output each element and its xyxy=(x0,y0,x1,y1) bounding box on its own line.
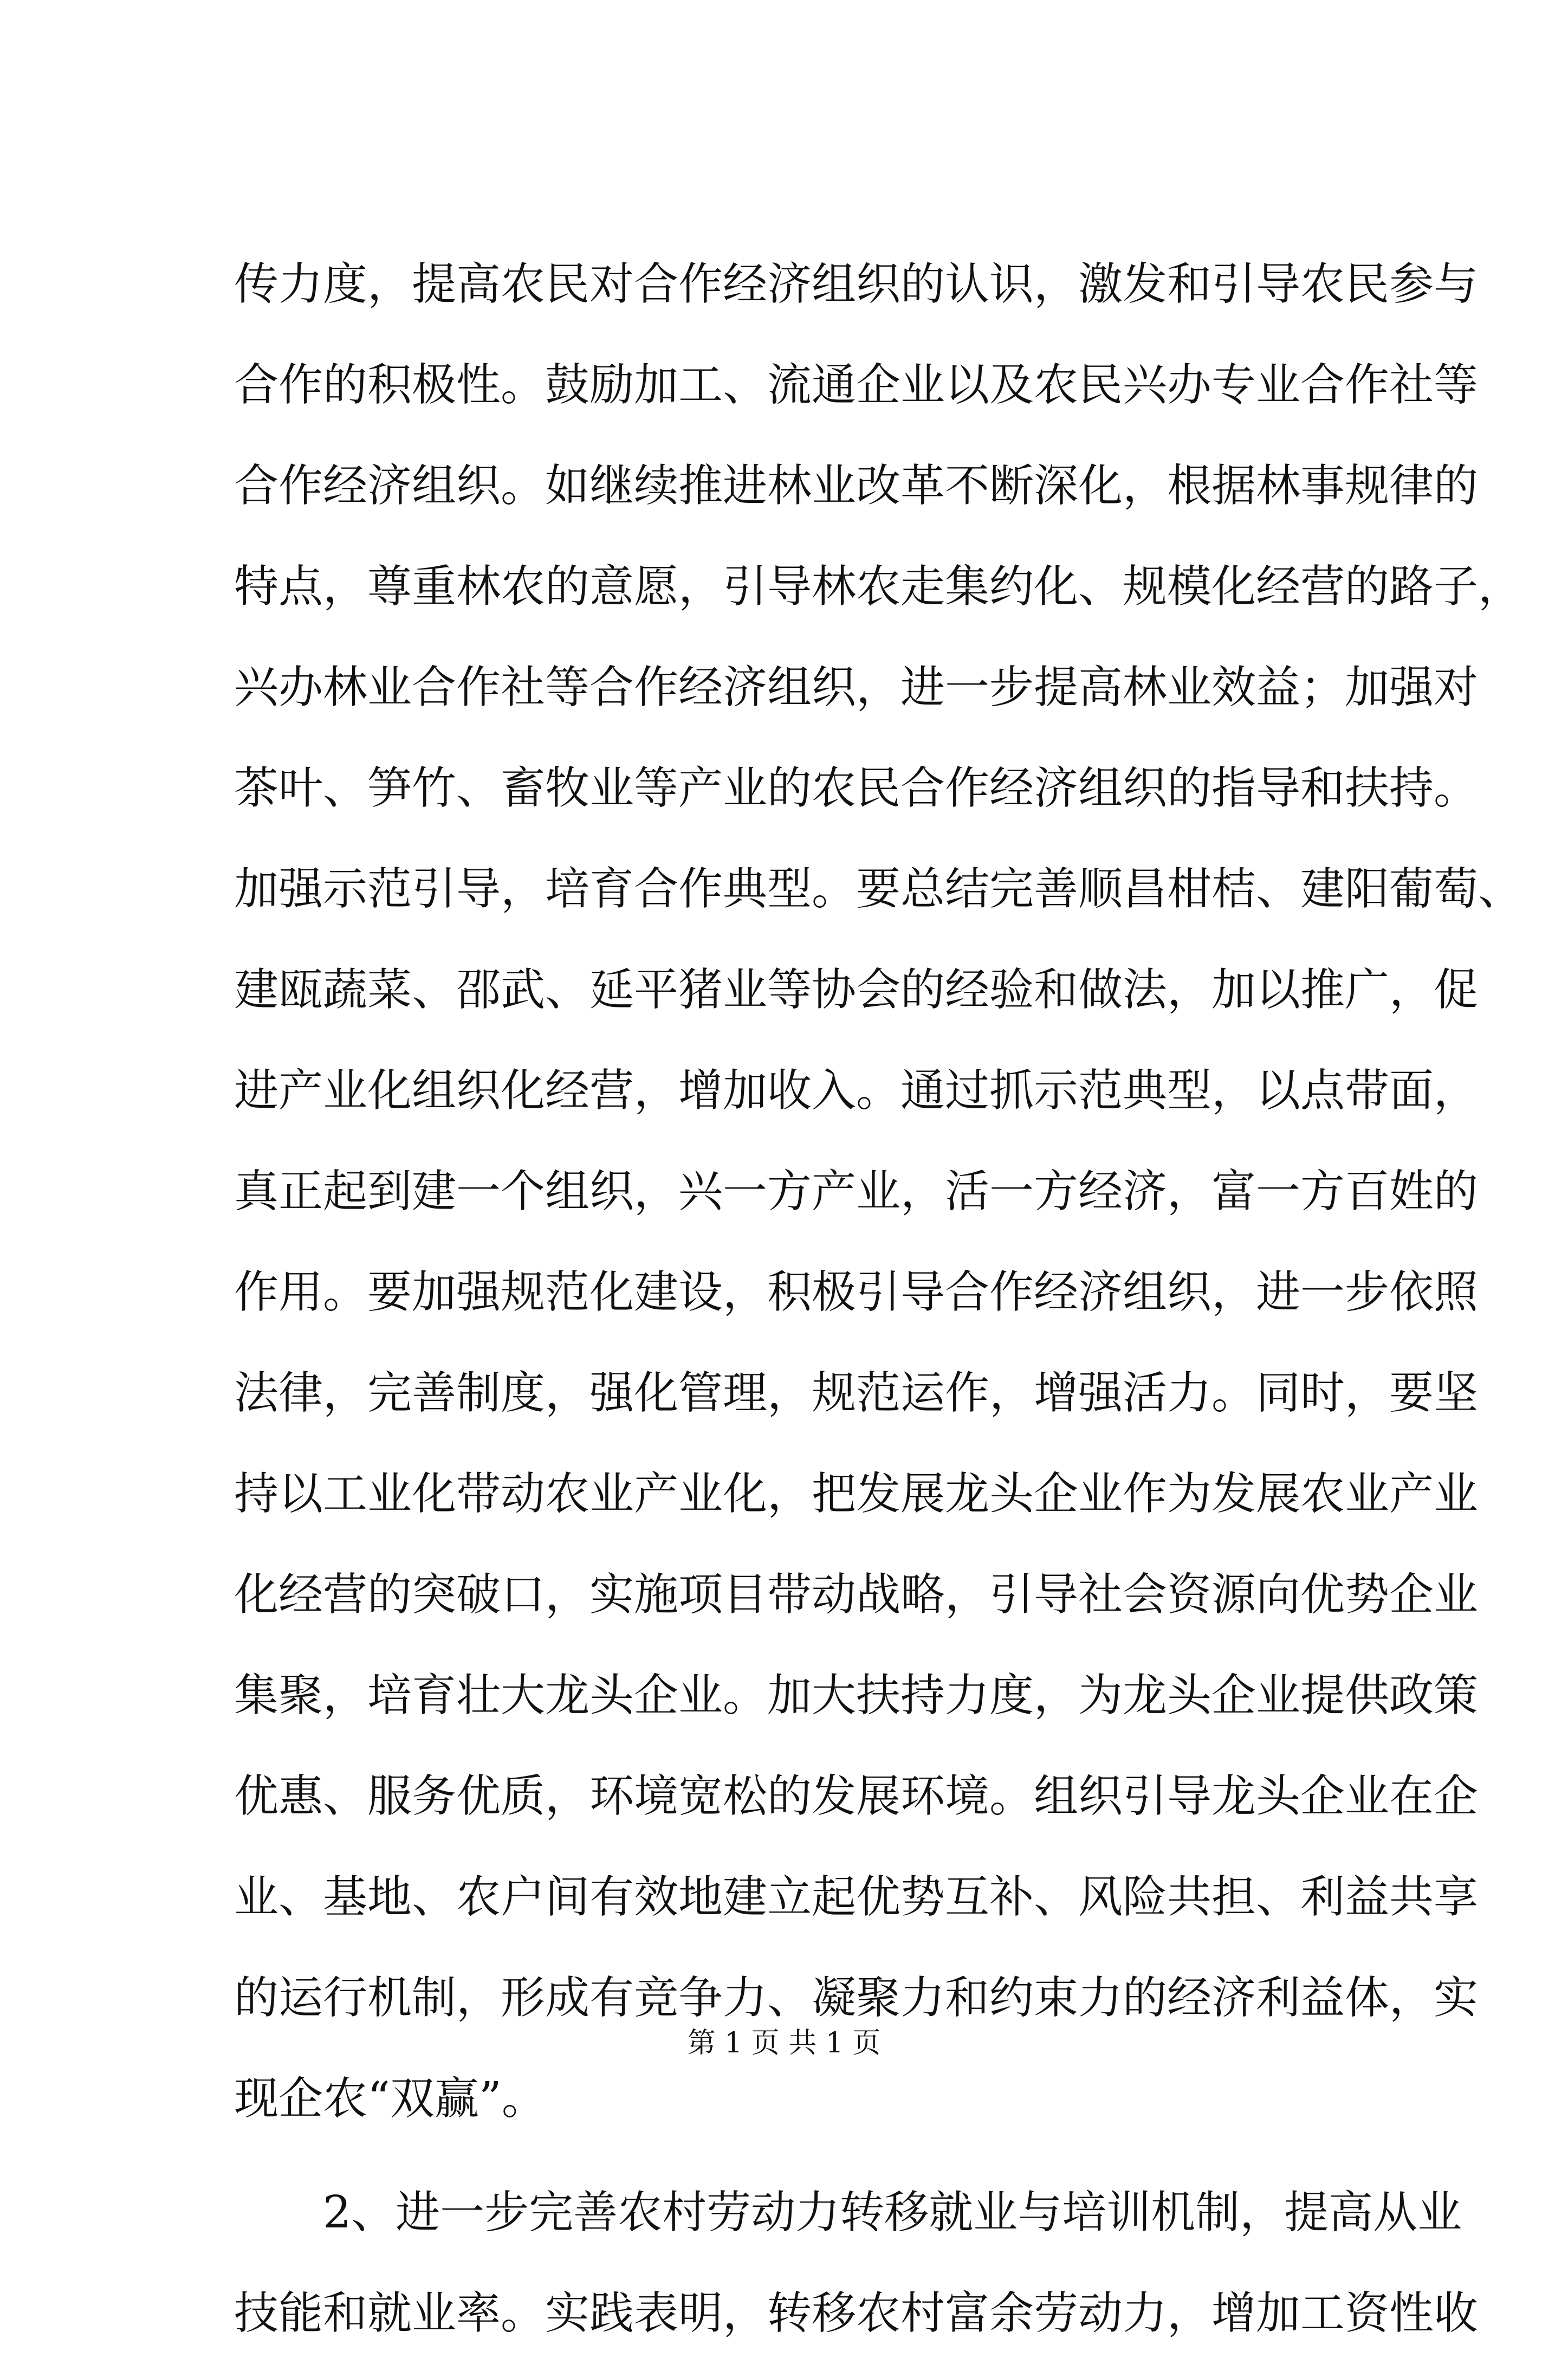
text-line: 的运行机制，形成有竞争力、凝聚力和约束力的经济利益体，实 xyxy=(234,1972,1479,2024)
paragraph-spacer xyxy=(234,2149,1362,2162)
text-line: 作用。要加强规范化建设，积极引导合作经济组织，进一步依照 xyxy=(234,1267,1479,1318)
text-line: 加强示范引导，培育合作典型。要总结完善顺昌柑桔、建阳葡萄、 xyxy=(234,863,1523,915)
text-line: 合作经济组织。如继续推进林业改革不断深化，根据林事规律的 xyxy=(234,460,1479,512)
text-line: 法律，完善制度，强化管理，规范运作，增强活力。同时，要坚 xyxy=(234,1367,1479,1419)
text-line: 技能和就业率。实践表明，转移农村富余劳动力，增加工资性收 xyxy=(234,2288,1479,2339)
text-line: 茶叶、笋竹、畜牧业等产业的农民合作经济组织的指导和扶持。 xyxy=(234,763,1479,814)
text-line: 2、进一步完善农村劳动力转移就业与培训机制，提高从业 xyxy=(323,2187,1462,2238)
text-line: 建瓯蔬菜、邵武、延平猪业等协会的经验和做法，加以推广，促 xyxy=(234,964,1479,1016)
text-line: 传力度，提高农民对合作经济组织的认识，激发和引导农民参与 xyxy=(234,259,1479,310)
text-line: 进产业化组织化经营，增加收入。通过抓示范典型，以点带面， xyxy=(234,1065,1479,1116)
text-line: 化经营的突破口，实施项目带动战略，引导社会资源向优势企业 xyxy=(234,1569,1479,1620)
page-number-footer: 第 1 页 共 1 页 xyxy=(687,2027,881,2059)
text-line: 集聚，培育壮大龙头企业。加大扶持力度，为龙头企业提供政策 xyxy=(234,1670,1479,1721)
text-line: 业、基地、农户间有效地建立起优势互补、风险共担、利益共享 xyxy=(234,1871,1479,1923)
text-line: 真正起到建一个组织，兴一方产业，活一方经济，富一方百姓的 xyxy=(234,1166,1479,1217)
text-line: 优惠、服务优质，环境宽松的发展环境。组织引导龙头企业在企 xyxy=(234,1771,1479,1822)
paragraph-1 xyxy=(234,234,1523,2149)
text-line: 现企农“双赢”。 xyxy=(234,2073,546,2124)
text-line: 特点，尊重林农的意愿，引导林农走集约化、规模化经营的路子， xyxy=(234,561,1523,612)
paragraph-2 xyxy=(234,2162,1479,2364)
text-line: 兴办林业合作社等合作经济组织，进一步提高林业效益；加强对 xyxy=(234,662,1479,713)
text-line: 合作的积极性。鼓励加工、流通企业以及农民兴办专业合作社等 xyxy=(234,359,1479,411)
text-line: 持以工业化带动农业产业化，把发展龙头企业作为发展农业产业 xyxy=(234,1468,1479,1520)
